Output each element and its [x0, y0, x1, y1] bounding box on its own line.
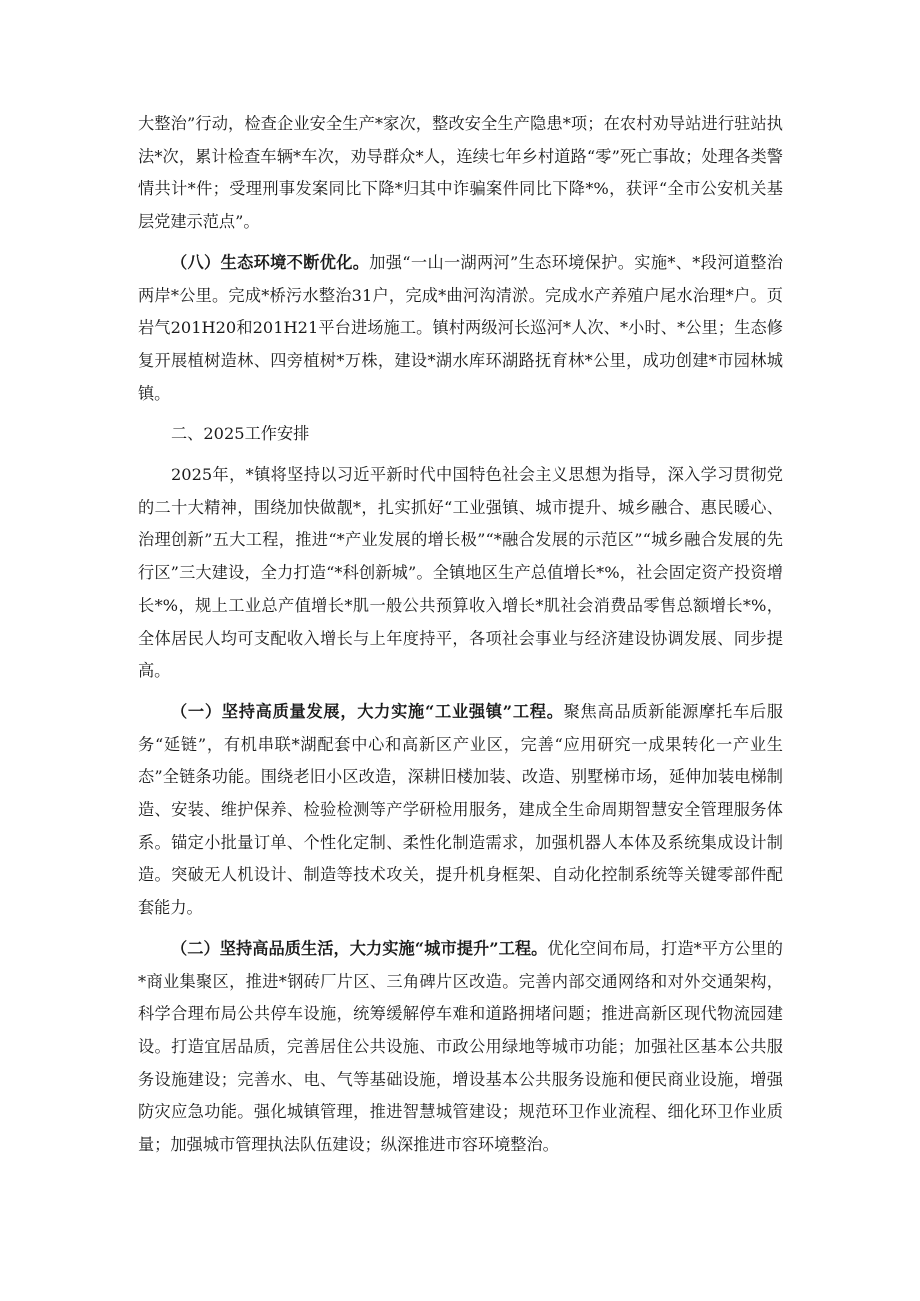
paragraph-city	[138, 933, 783, 1162]
paragraph-2025-overview	[138, 459, 783, 688]
paragraph-text: 优化空间布局，打造*平方公里的*商业集聚区，推进*钢砖厂片区、三角碑片区改造。完善内部交通网络和对外交通架构，科学合理布局公共停车设施，统筹缓解停车难和道路拥堵问题；推进高新区现代物流园建设。打造宜居品质，完善居住公共设施、市政公用绿地等城市功能；加强社区基本公共服务设施建设；完善水、电、气等基础设施，增设基本公共服务设施和便民商业设施，增强防灾应急功能。强化城镇管理，推进智慧城管建设；规范环卫作业流程、细化环卫作业质量；加强城市管理执法队伍建设；纵深推进市容环境整治。	[138, 938, 783, 1155]
paragraph-text: 聚焦高品质新能源摩托车后服务“延链”，有机串联*湖配套中心和高新区产业区，完善“应用研究一成果转化一产业生态”全链条功能。围绕老旧小区改造，深耕旧楼加装、改造、别墅梯市场，延伸加装电梯制造、安装、维护保养、检验检测等产学研检用服务，建成全生命周期智慧安全管理服务体系。锚定小批量订单、个性化定制、柔性化制造需求，加强机器人本体及系统集成设计制造。突破无人机设计、制造等技术攻关，提升机身框架、自动化控制系统等关键零部件配套能力。	[138, 701, 783, 918]
paragraph-industry	[138, 696, 783, 925]
paragraph-lead: （一）坚持高质量发展，大力实施“工业强镇”工程。	[171, 701, 564, 721]
paragraph-lead: （八）生态环境不断优化。	[171, 252, 370, 272]
paragraph-text: 2025年，*镇将坚持以习近平新时代中国特色社会主义思想为指导，深入学习贯彻党的二十大精神，围绕加快做靓*，扎实抓好“工业强镇、城市提升、城乡融合、惠民暖心、治理创新”五大工程，推进“*产业发展的增长极”“*融合发展的示范区”“城乡融合发展的先行区”三大建设，全力打造“*科创新城”。全镇地区生产总值增长*%，社会固定资产投资增长*%，规上工业总产值增长*肌一般公共预算收入增长*肌社会消费品零售总额增长*%，全体居民人均可支配收入增长与上年度持平，各项社会事业与经济建设协调发展、同步提高。	[138, 465, 783, 681]
document-page	[138, 108, 783, 1162]
paragraph-text: 加强“一山一湖两河”生态环境保护。实施*、*段河道整治两岸*公里。完成*桥污水整治31户，完成*曲河沟清淤。完成水产养殖户尾水治理*户。页岩气201H20和201H21平台进场施工。镇村两级河长巡河*人次、*小时、*公里；生态修复开展植树造林、四旁植树*万株，建设*湖水库环湖路抚育林*公里，成功创建*市园林城镇。	[138, 252, 783, 403]
section-heading	[138, 418, 783, 451]
paragraph-ecology	[138, 247, 783, 411]
paragraph-lead: （二）坚持高品质生活，大力实施“城市提升”工程。	[171, 938, 548, 958]
paragraph-text: 大整治”行动，检查企业安全生产*家次，整改安全生产隐患*项；在农村劝导站进行驻站执法*次，累计检查车辆*车次，劝导群众*人，连续七年乡村道路“零”死亡事故；处理各类警情共计*件；受理刑事发案同比下降*归其中诈骗案件同比下降*%，获评“全市公安机关基层党建示范点”。	[138, 114, 783, 232]
section-heading-text: 二、2025工作安排	[171, 424, 310, 444]
paragraph-safety-continued	[138, 108, 783, 239]
